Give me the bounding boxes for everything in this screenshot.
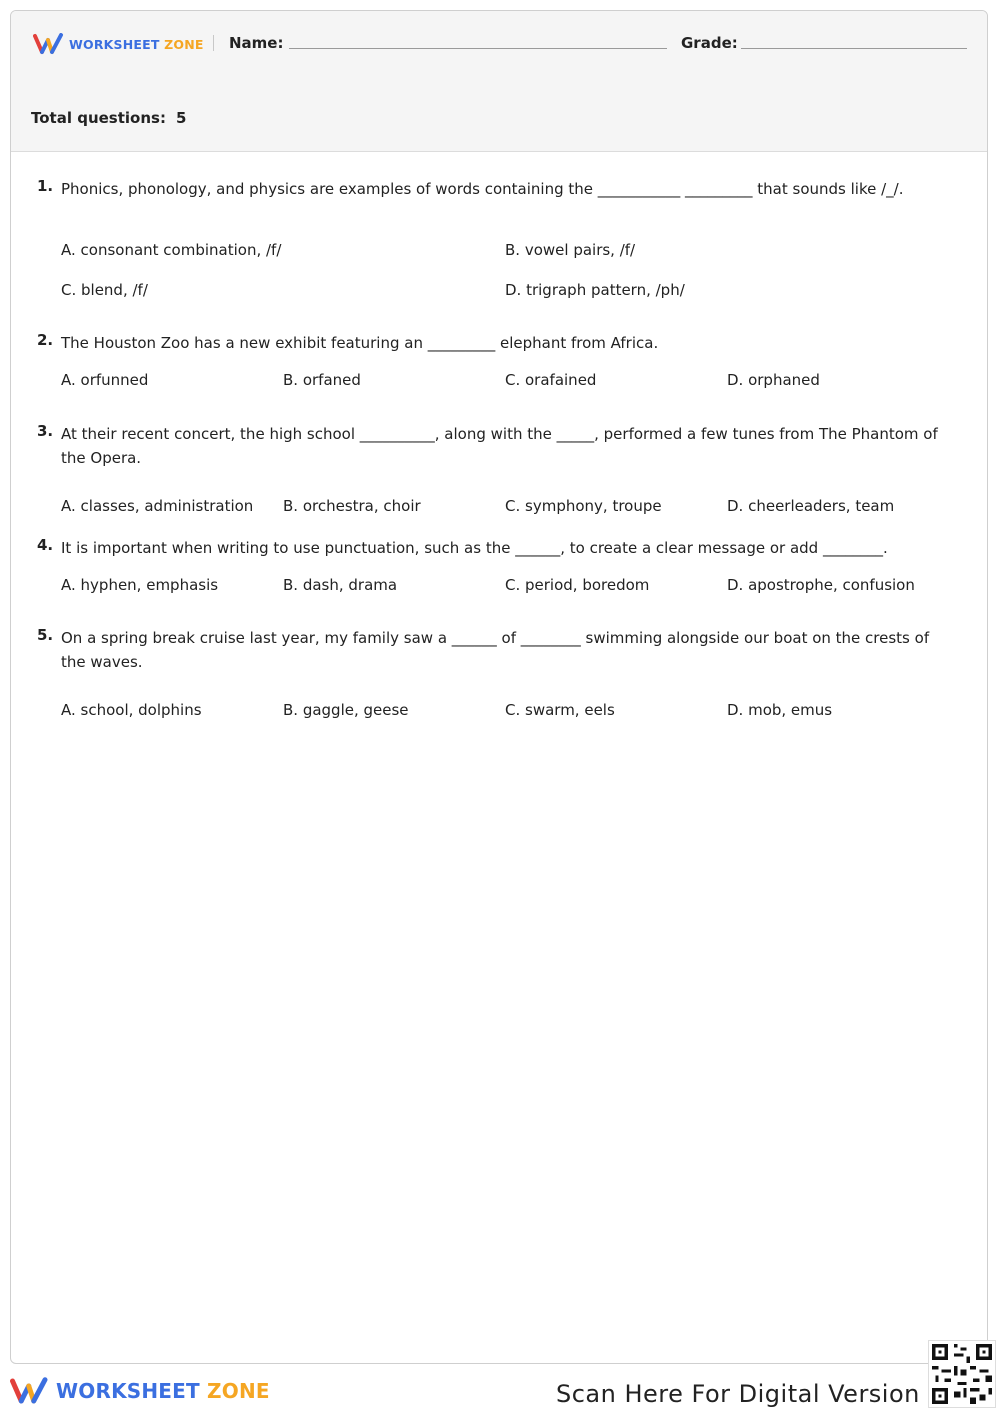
option-b[interactable]: B. gaggle, geese bbox=[283, 701, 409, 719]
total-questions-value: 5 bbox=[175, 109, 187, 127]
question-number: 3. bbox=[37, 422, 54, 440]
question-text: The Houston Zoo has a new exhibit featuring an _________ elephant from Africa. bbox=[61, 334, 659, 352]
question-text: At their recent concert, the high school __________, along with the _____, performed a few tunes from The Phantom of the Opera. bbox=[61, 425, 938, 467]
option-c[interactable]: C. swarm, eels bbox=[505, 701, 615, 719]
option-c[interactable]: C. period, boredom bbox=[505, 576, 650, 594]
footer-brand-logo bbox=[10, 1376, 270, 1406]
option-b[interactable]: B. orchestra, choir bbox=[283, 497, 421, 515]
name-label: Name: bbox=[229, 34, 284, 52]
page-footer bbox=[0, 1366, 1000, 1414]
question-number: 4. bbox=[37, 536, 54, 554]
question-2 bbox=[37, 331, 957, 401]
option-a[interactable]: A. classes, administration bbox=[61, 497, 254, 515]
total-questions bbox=[31, 109, 186, 127]
brand-word-2: ZONE bbox=[164, 36, 204, 52]
option-a[interactable]: A. consonant combination, /f/ bbox=[61, 241, 282, 259]
worksheet-zone-logo-icon bbox=[33, 33, 65, 55]
brand-word-2: ZONE bbox=[207, 1379, 270, 1403]
option-a[interactable]: A. orfunned bbox=[61, 371, 149, 389]
question-text: Phonics, phonology, and physics are examples of words containing the ___________ _________ that sounds like /_/. bbox=[61, 180, 904, 198]
option-a[interactable]: A. school, dolphins bbox=[61, 701, 202, 719]
grade-label: Grade: bbox=[681, 34, 738, 52]
worksheet-header bbox=[11, 11, 987, 152]
question-4 bbox=[37, 536, 957, 606]
question-number: 1. bbox=[37, 177, 54, 195]
option-b[interactable]: B. vowel pairs, /f/ bbox=[505, 241, 636, 259]
option-d[interactable]: D. mob, emus bbox=[727, 701, 833, 719]
question-number: 2. bbox=[37, 331, 54, 349]
header-divider bbox=[213, 35, 214, 51]
option-d[interactable]: D. trigraph pattern, /ph/ bbox=[505, 281, 685, 299]
option-b[interactable]: B. dash, drama bbox=[283, 576, 398, 594]
option-c[interactable]: C. blend, /f/ bbox=[61, 281, 148, 299]
scan-caption: Scan Here For Digital Version bbox=[556, 1380, 920, 1408]
option-d[interactable]: D. apostrophe, confusion bbox=[727, 576, 915, 594]
question-number: 5. bbox=[37, 626, 54, 644]
option-d[interactable]: D. orphaned bbox=[727, 371, 820, 389]
question-5 bbox=[37, 626, 957, 726]
option-c[interactable]: C. orafained bbox=[505, 371, 597, 389]
worksheet-zone-logo-icon bbox=[10, 1376, 50, 1406]
option-d[interactable]: D. cheerleaders, team bbox=[727, 497, 895, 515]
option-c[interactable]: C. symphony, troupe bbox=[505, 497, 662, 515]
brand-name bbox=[69, 37, 204, 52]
qr-code-icon[interactable] bbox=[928, 1340, 996, 1408]
brand-logo bbox=[33, 33, 204, 55]
question-1 bbox=[37, 177, 957, 317]
total-questions-label: Total questions: bbox=[31, 109, 166, 127]
name-field-line[interactable] bbox=[289, 48, 667, 49]
brand-word-1: WORKSHEET bbox=[69, 36, 160, 52]
option-b[interactable]: B. orfaned bbox=[283, 371, 361, 389]
question-3 bbox=[37, 422, 957, 522]
option-a[interactable]: A. hyphen, emphasis bbox=[61, 576, 219, 594]
footer-brand-name bbox=[56, 1379, 270, 1403]
question-text: On a spring break cruise last year, my family saw a ______ of ________ swimming alongside our boat on the crests of the waves. bbox=[61, 629, 930, 671]
grade-field-line[interactable] bbox=[741, 48, 967, 49]
worksheet-page bbox=[10, 10, 988, 1364]
brand-word-1: WORKSHEET bbox=[56, 1379, 200, 1403]
question-text: It is important when writing to use punctuation, such as the ______, to create a clear message or add ________. bbox=[61, 539, 888, 557]
